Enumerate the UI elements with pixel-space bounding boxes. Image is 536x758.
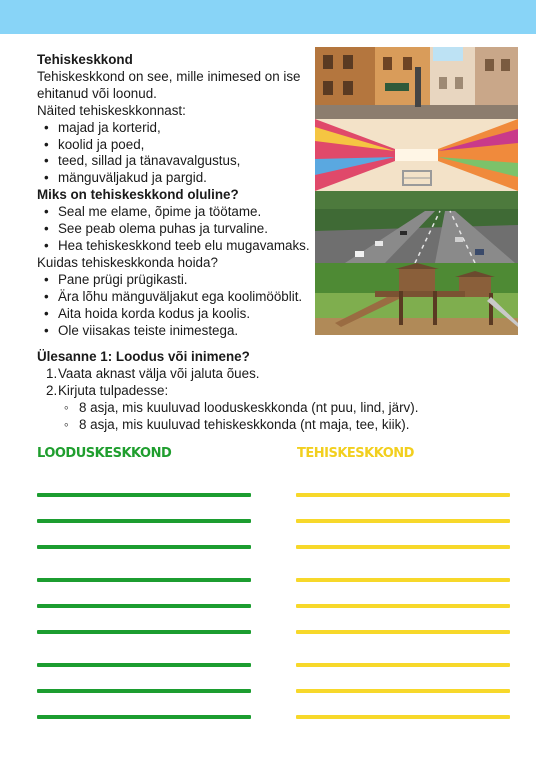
task-subitems	[37, 400, 507, 434]
list-item: • Pane prügi prügikasti.	[37, 272, 327, 289]
writing-line-right[interactable]	[296, 545, 510, 549]
writing-line-left[interactable]	[37, 630, 251, 634]
column-title-tehiskeskkond: TEHISKESKKOND	[297, 446, 414, 461]
step-text: Vaata aknast välja või jaluta õues.	[58, 365, 260, 381]
task-subitem: ◦ 8 asja, mis kuuluvad tehiskeskkonda (nt maja, tee, kiik).	[37, 417, 507, 434]
writing-line-left[interactable]	[37, 604, 251, 608]
list-item: • Ära lõhu mänguväljakut ega koolimööblit.	[37, 289, 327, 306]
task-step	[37, 366, 507, 383]
writing-line-left[interactable]	[37, 578, 251, 582]
writing-line-right[interactable]	[296, 604, 510, 608]
definition-line: Tehiskeskkond on see, mille inimesed on ise	[37, 68, 301, 84]
list-item: • majad ja korterid,	[37, 120, 327, 137]
writing-line-left[interactable]	[37, 689, 251, 693]
writing-line-right[interactable]	[296, 493, 510, 497]
street-buildings-photo	[315, 47, 518, 119]
top-banner	[0, 0, 536, 34]
care-list	[37, 272, 327, 340]
task-heading: Ülesanne 1: Loodus või inimene?	[37, 349, 250, 364]
list-item: • mänguväljakud ja pargid.	[37, 170, 327, 187]
list-item: • See peab olema puhas ja turvaline.	[37, 221, 327, 238]
list-item: • koolid ja poed,	[37, 137, 327, 154]
definition-line: ehitanud või loonud.	[37, 85, 157, 101]
highway-photo	[315, 191, 518, 263]
importance-list	[37, 204, 327, 255]
image-column	[315, 47, 518, 335]
writing-line-left[interactable]	[37, 519, 251, 523]
task-steps	[37, 366, 507, 400]
playground-photo	[315, 263, 518, 335]
writing-line-right[interactable]	[296, 715, 510, 719]
examples-list	[37, 120, 327, 188]
writing-line-right[interactable]	[296, 689, 510, 693]
step-text: Kirjuta tulpadesse:	[58, 382, 169, 398]
supermarket-photo	[315, 119, 518, 191]
writing-line-left[interactable]	[37, 545, 251, 549]
examples-intro: Näited tehiskeskkonnast:	[37, 102, 186, 118]
section-heading-care: Kuidas tehiskeskkonda hoida?	[37, 254, 218, 270]
writing-line-left[interactable]	[37, 715, 251, 719]
section-heading-importance: Miks on tehiskeskkond oluline?	[37, 187, 239, 203]
task-section	[37, 349, 507, 434]
text-column	[37, 52, 327, 339]
list-item: • teed, sillad ja tänavavalgustus,	[37, 153, 327, 170]
column-title-looduskeskkond: LOODUSKESKKOND	[37, 446, 172, 461]
writing-line-left[interactable]	[37, 493, 251, 497]
task-subitem: ◦ 8 asja, mis kuuluvad looduskeskkonda (nt puu, lind, järv).	[37, 400, 507, 417]
step-number: 2.	[46, 382, 58, 398]
list-item: • Aita hoida korda kodus ja koolis.	[37, 306, 327, 323]
list-item: • Ole viisakas teiste inimestega.	[37, 323, 327, 340]
list-item: • Hea tehiskeskkond teeb elu mugavamaks.	[37, 238, 327, 255]
writing-line-right[interactable]	[296, 519, 510, 523]
writing-line-right[interactable]	[296, 663, 510, 667]
list-item: • Seal me elame, õpime ja töötame.	[37, 204, 327, 221]
writing-line-right[interactable]	[296, 578, 510, 582]
section-heading-tehiskeskkond: Tehiskeskkond	[37, 52, 133, 67]
writing-line-right[interactable]	[296, 630, 510, 634]
writing-line-left[interactable]	[37, 663, 251, 667]
task-step	[37, 383, 507, 400]
step-number: 1.	[46, 365, 58, 381]
